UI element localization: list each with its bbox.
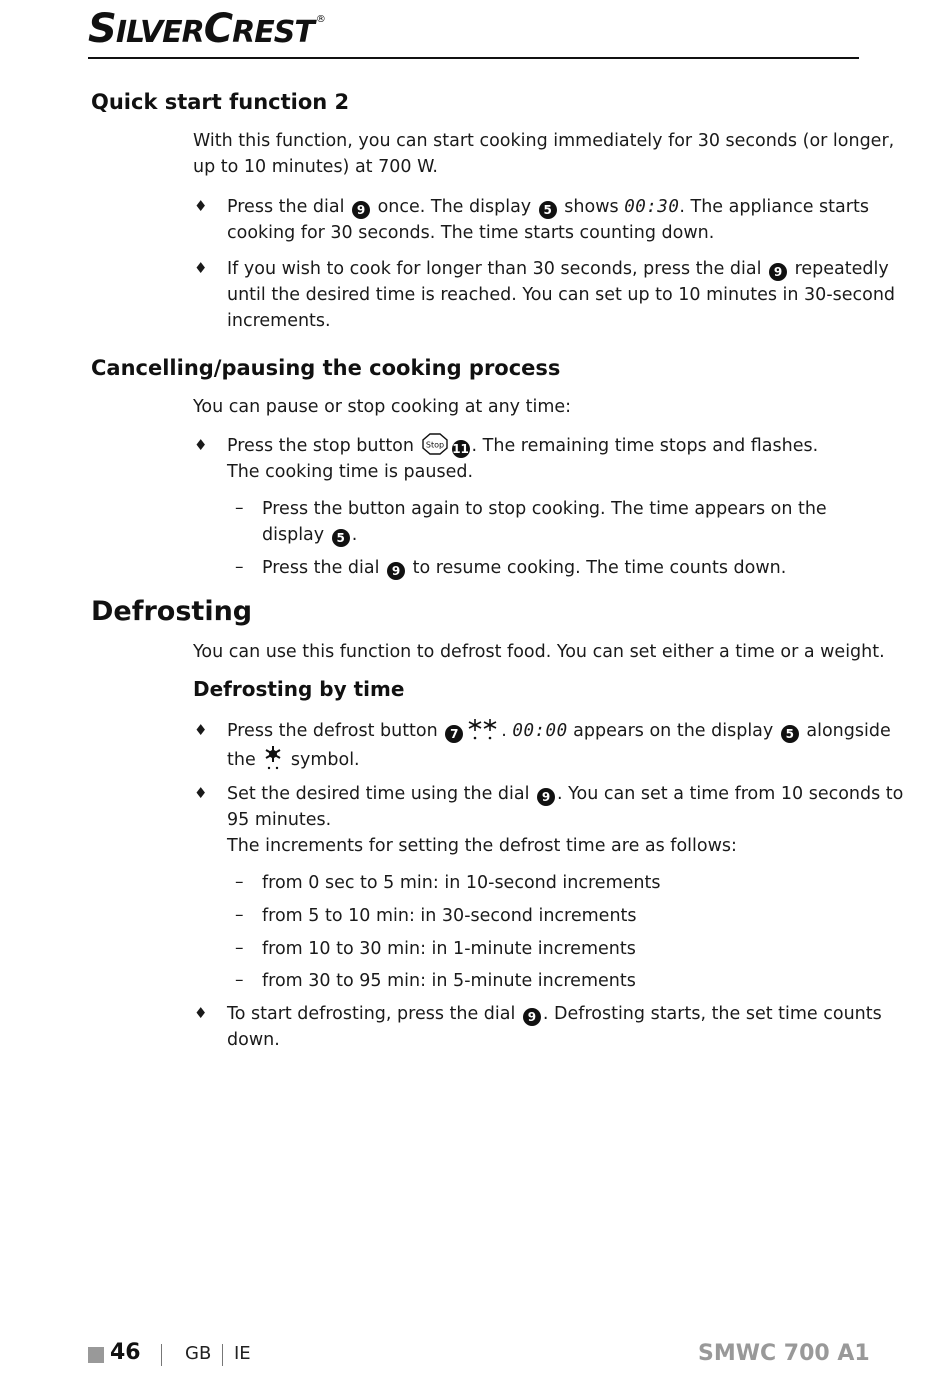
footer-marker [88,1347,104,1363]
svg-text:Stop: Stop [425,440,444,450]
footer-lang-ie: IE [234,1343,251,1364]
bullet-icon: ♦ [194,259,208,277]
quick-start-intro-2: up to 10 minutes) at 700 W. [193,157,438,177]
bullet-icon: ♦ [194,721,208,739]
page-number: 46 [110,1340,141,1365]
bullet-icon: ♦ [194,436,208,454]
display-readout: 00:00 [512,721,568,741]
dash-icon: – [235,557,244,577]
bullet-icon: ♦ [194,1004,208,1022]
defrost-bullet-2: Set the desired time using the dial 9 . You can set a time from 10 seconds to [227,784,904,804]
defrost-intro: You can use this function to defrost food. You can set either a time or a weight. [193,642,885,662]
footer-divider [161,1344,162,1366]
quick-start-bullet-2-line-3: increments. [227,311,331,331]
defrost-bullet-1: Press the defrost button 7 . 00:00 appears on the display 5 alongside [227,718,891,750]
defrost-step: from 0 sec to 5 min: in 10-second increments [262,873,661,893]
defrost-bullet-3-line-2: down. [227,1030,280,1050]
bullet-icon: ♦ [194,197,208,215]
dash-icon: – [235,970,244,990]
cancel-dash-2: Press the dial 9 to resume cooking. The time counts down. [262,558,787,578]
defrost-bullet-2-line-2: 95 minutes. [227,810,332,830]
dash-icon: – [235,498,244,518]
stop-button-ref: 11 [452,442,469,456]
footer-divider [222,1344,223,1366]
defrost-step: from 10 to 30 min: in 1-minute increments [262,939,636,959]
footer-lang-gb: GB [185,1343,212,1364]
defrost-bullet-3: To start defrosting, press the dial 9 . Defrosting starts, the set time counts [227,1004,882,1024]
quick-start-bullet-2: If you wish to cook for longer than 30 seconds, press the dial 9 repeatedly [227,259,889,279]
defrost-bullet-2-line-3: The increments for setting the defrost time are as follows: [227,836,737,856]
display-readout: 00:30 [624,197,680,217]
defrost-heading: Defrosting [91,596,253,627]
quick-start-bullet-1: Press the dial 9 once. The display 5 shows 00:30. The appliance starts [227,197,869,217]
dash-icon: – [235,872,244,892]
dash-icon: – [235,938,244,958]
cancel-bullet-1: Press the stop button Stop 11 . The remaining time stops and flashes. [227,433,818,463]
dial-ref: 9 [523,1008,541,1026]
model-number: SMWC 700 A1 [698,1341,870,1366]
dial-ref: 9 [387,562,405,580]
defrost-step: from 5 to 10 min: in 30-second increments [262,906,637,926]
defrost-bullet-1-line-2: the symbol. [227,745,360,779]
quick-start-intro-1: With this function, you can start cooking immediately for 30 seconds (or longer, [193,131,895,151]
quick-start-heading: Quick start function 2 [91,90,350,114]
cancel-heading: Cancelling/pausing the cooking process [91,356,561,380]
display-ref: 5 [539,201,557,219]
cancel-dash-1-line-2: display 5 . [262,525,358,545]
defrost-by-time-heading: Defrosting by time [193,677,405,701]
dial-ref: 9 [352,201,370,219]
quick-start-bullet-1-line-2: cooking for 30 seconds. The time starts counting down. [227,223,715,243]
defrost-icon [467,718,499,750]
defrost-symbol-icon [263,745,283,779]
display-ref: 5 [781,725,799,743]
cancel-dash-1: Press the button again to stop cooking. The time appears on the [262,499,827,519]
dial-ref: 9 [769,263,787,281]
defrost-button-ref: 7 [445,725,463,743]
dial-ref: 9 [537,788,555,806]
cancel-intro: You can pause or stop cooking at any time: [193,397,572,417]
dash-icon: – [235,905,244,925]
cancel-bullet-1-line-2: The cooking time is paused. [227,462,474,482]
quick-start-bullet-2-line-2: until the desired time is reached. You can set up to 10 minutes in 30-second [227,285,896,305]
brand-logo: SILVERCREST ® [88,6,325,52]
display-ref: 5 [332,529,350,547]
bullet-icon: ♦ [194,784,208,802]
header-rule [88,57,859,59]
defrost-step: from 30 to 95 min: in 5-minute increments [262,971,636,991]
